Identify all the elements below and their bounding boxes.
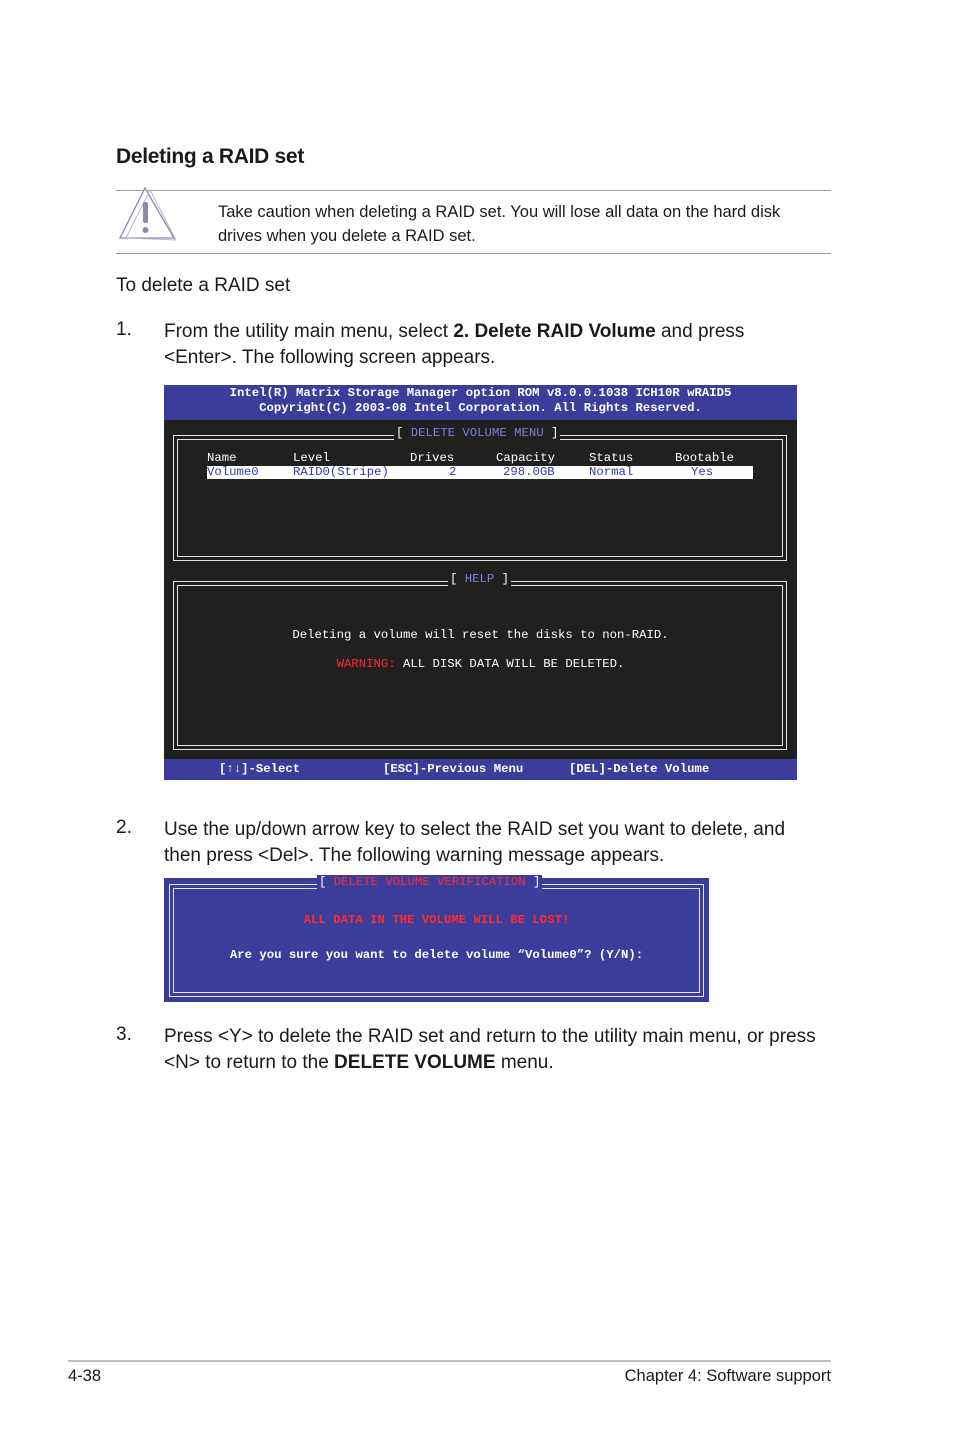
verify-inner-frame: [173, 888, 700, 993]
note-top-rule: [116, 190, 831, 191]
col-status: Status: [589, 451, 634, 465]
help-warning: [164, 657, 797, 671]
volume-menu-title-text: DELETE VOLUME MENU: [410, 426, 544, 440]
warning-triangle-icon: [118, 186, 178, 242]
verify-title: [ DELETE VOLUME VERIFICATION ]: [319, 875, 541, 889]
help-line1: Deleting a volume will reset the disks to non-RAID.: [292, 628, 669, 642]
caution-note: Take caution when deleting a RAID set. You will lose all data on the hard disk drives when you delete a RAID set.: [218, 203, 781, 245]
step-2-line1: Use the up/down arrow key to select the RAID set you want to delete, and: [164, 819, 786, 840]
step-1-number: 1.: [116, 319, 132, 340]
key-help-bar: [164, 759, 797, 780]
col-name: Name: [207, 451, 237, 465]
row-drives: 2: [449, 465, 457, 479]
step-1-line2: <Enter>. The following screen appears.: [164, 347, 496, 368]
intro-text: To delete a RAID set: [116, 275, 291, 296]
row-level: RAID0(Stripe): [293, 465, 389, 479]
step-1-pre: From the utility main menu, select: [164, 321, 454, 342]
step-3-line2: [164, 1050, 554, 1076]
step-1-post: and press: [655, 321, 745, 342]
header-line1: Intel(R) Matrix Storage Manager option ROM v8.0.0.1038 ICH10R wRAID5: [229, 386, 732, 400]
key-select: [↑↓]-Select: [219, 762, 301, 776]
step-1-line1: [164, 319, 744, 345]
page-number: 4-38: [68, 1367, 102, 1385]
help-title: [ HELP ]: [450, 572, 510, 586]
row-bootable: Yes: [691, 465, 714, 479]
key-previous-menu: [ESC]-Previous Menu: [383, 762, 524, 776]
col-bootable: Bootable: [675, 451, 735, 465]
verify-warning: ALL DATA IN THE VOLUME WILL BE LOST!: [303, 913, 570, 927]
step-3-pre: <N> to return to the: [164, 1052, 335, 1073]
col-level: Level: [293, 451, 330, 465]
chapter-label: Chapter 4: Software support: [624, 1367, 831, 1385]
step-2-number: 2.: [116, 817, 132, 838]
row-status: Normal: [589, 465, 634, 479]
key-delete-volume: [DEL]-Delete Volume: [569, 762, 710, 776]
step-3-post: menu.: [495, 1052, 554, 1073]
step-3-number: 3.: [116, 1024, 132, 1045]
delete-verification-dialog: [164, 875, 709, 1002]
delete-volume-screen: [164, 385, 797, 780]
volume-menu-title: [ DELETE VOLUME MENU ]: [396, 426, 559, 440]
row-name: Volume0: [207, 465, 259, 479]
header-line2: Copyright(C) 2003-08 Intel Corporation. All Rights Reserved.: [259, 401, 702, 415]
volume-row-selected[interactable]: [207, 466, 753, 479]
note-bottom-rule: [116, 253, 831, 254]
step-2-line2: then press <Del>. The following warning message appears.: [164, 845, 665, 866]
step-3-line1: Press <Y> to delete the RAID set and return to the utility main menu, or press: [164, 1026, 816, 1047]
verify-title-text: DELETE VOLUME VERIFICATION: [333, 875, 526, 889]
col-drives: Drives: [410, 451, 455, 465]
step-1-bold: 2. Delete RAID Volume: [453, 321, 656, 342]
section-title: Deleting a RAID set: [116, 145, 305, 168]
verify-prompt[interactable]: Are you sure you want to delete volume “Volume0”? (Y/N):: [229, 948, 644, 962]
help-title-text: HELP: [464, 572, 495, 586]
step-3-bold: DELETE VOLUME: [334, 1052, 496, 1073]
col-capacity: Capacity: [496, 451, 556, 465]
footer-rule: [68, 1360, 831, 1362]
help-warning-label: WARNING:: [336, 657, 396, 671]
row-capacity: 298.0GB: [503, 465, 555, 479]
help-warning-text: ALL DISK DATA WILL BE DELETED.: [395, 657, 625, 671]
screen-header: [164, 385, 797, 420]
